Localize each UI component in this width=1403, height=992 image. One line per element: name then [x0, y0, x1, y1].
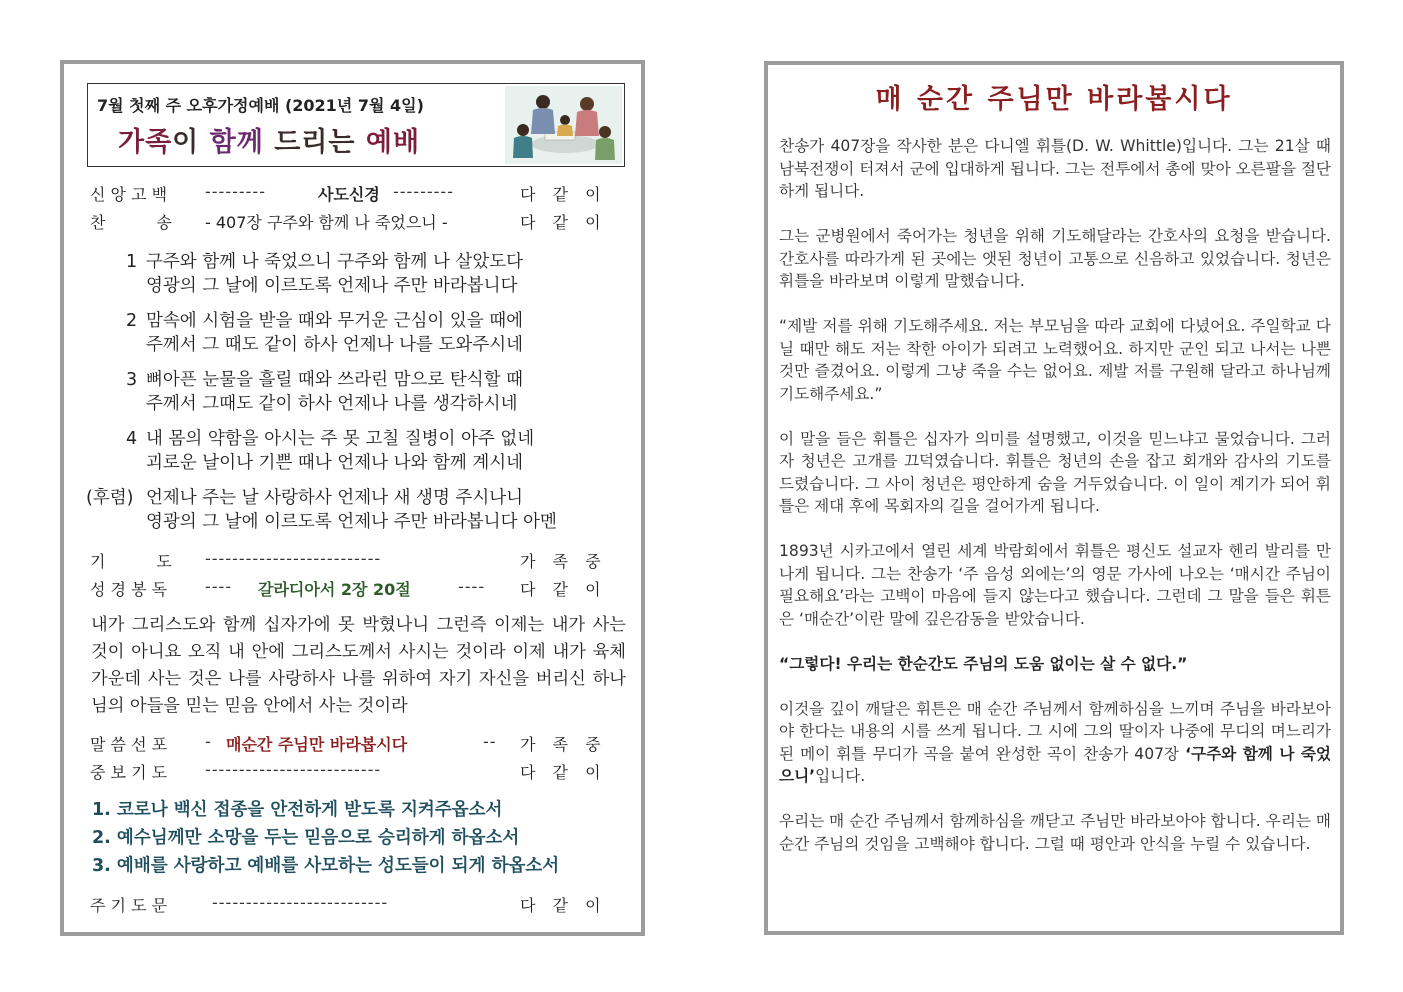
- order-label: 중 보 기 도: [90, 763, 168, 782]
- order-row-lords-prayer: [90, 893, 618, 917]
- hymn-verse: [126, 427, 626, 475]
- order-label: 기 도: [90, 552, 172, 571]
- verse-number: 3: [126, 370, 138, 390]
- hymn-title-emphasis: ‘구주와 함께 나 죽었으니’: [779, 744, 1331, 785]
- hymn-verse: [126, 309, 626, 357]
- order-leader: 다 같 이: [520, 896, 601, 915]
- title-part: 드리는: [263, 127, 366, 158]
- verse-line: 주께서 그때도 같이 하사 언제나 나를 생각하시네: [146, 394, 518, 414]
- order-row-scripture-reading: [90, 577, 618, 601]
- worship-date-subtitle: 7월 첫째 주 오후가정예배 (2021년 7월 4일): [97, 96, 424, 115]
- sermon-paragraph: 1893년 시카고에서 열린 세계 박람회에서 휘틀은 평신도 설교자 헨리 발리를 만나게 됩니다. 그는 찬송가 ‘주 음성 외에는’의 영문 가사에 나오는 ‘매시간 주님이 필요해요’라는 고백이 마음에 들지 않는다고 했습니다. 그런데 그 말을 들은 휘튼은 ‘매순간’이란 말에 깊은감동을 받았습니다.: [779, 542, 1331, 628]
- order-item: - 407장 구주와 함께 나 죽었으니 -: [205, 213, 448, 232]
- sermon-paragraph: 찬송가 407장을 작사한 분은 다니엘 휘틀(D. W. Whittle)입니다. 그는 21살 때 남북전쟁이 터져서 군에 입대하게 됩니다. 그는 전투에서 총에 맞아 오른팔을 절단하게 됩니다.: [779, 137, 1331, 200]
- verse-line: 맘속에 시험을 받을 때와 무거운 근심이 있을 때에: [146, 311, 524, 331]
- hymn-chorus: [86, 486, 557, 534]
- verse-line: 영광의 그 날에 이르도록 언제나 주만 바라봅니다: [146, 276, 518, 296]
- dash-separator: --------------------------: [212, 893, 389, 912]
- sermon-body: [779, 135, 1331, 878]
- title-part: 가족: [118, 127, 173, 158]
- verse-line: 주께서 그 때도 같이 하사 언제나 나를 도와주시네: [146, 335, 524, 355]
- order-row-creed: [90, 182, 618, 206]
- verse-number: 2: [126, 311, 138, 331]
- chorus-line: 영광의 그 날에 이르도록 언제나 주만 바라봅니다 아멘: [146, 512, 557, 532]
- dash-separator: ----: [205, 577, 233, 596]
- title-part: 함께: [209, 127, 264, 158]
- sermon-paragraph: 이 말을 들은 휘틀은 십자가 의미를 설명했고, 이것을 믿느냐고 물었습니다. 그러자 청년은 고개를 끄덕였습니다. 휘틀은 청년의 손을 잡고 회개와 감사의 기도를 드렸습니다. 그 사이 청년은 평안하게 숨을 거두었습니다. 이 일이 계기가 되어 휘틀은 제대 후에 목회자의 길을 걸어가게 됩니다.: [779, 429, 1331, 515]
- order-leader: 가 족 중: [520, 735, 601, 754]
- family-illustration: [505, 86, 622, 164]
- order-item: 사도신경: [318, 185, 380, 204]
- verse-line: 괴로운 날이나 기쁜 때나 언제나 나와 함께 계시네: [146, 453, 524, 473]
- order-row-intercession: [90, 760, 618, 784]
- order-label: 신 앙 고 백: [90, 185, 168, 204]
- order-label: 말 씀 선 포: [90, 735, 168, 754]
- dash-separator: ---------: [393, 182, 454, 201]
- title-part: 이: [172, 127, 210, 158]
- verse-number: 4: [126, 429, 138, 449]
- order-label: 성 경 봉 독: [90, 580, 168, 599]
- paragraph-text: 입니다.: [815, 767, 866, 785]
- sermon-paragraph: [779, 698, 1331, 788]
- dash-separator: --------------------------: [205, 549, 382, 568]
- dash-separator: -: [205, 732, 212, 751]
- hymn-verse: [126, 250, 626, 298]
- verse-line: 뼈아픈 눈물을 흘릴 때와 쓰라린 맘으로 탄식할 때: [146, 370, 524, 390]
- prayer-item: 1. 코로나 백신 접종을 안전하게 받도록 지켜주옵소서: [92, 800, 503, 820]
- sermon-panel: [764, 61, 1344, 935]
- order-row-sermon: [90, 732, 618, 756]
- order-leader: 다 같 이: [520, 213, 601, 232]
- sermon-paragraph: “제발 저를 위해 기도해주세요. 저는 부모님을 따라 교회에 다녔어요. 주일학교 다닐 때만 해도 저는 착한 아이가 되려고 노력했어요. 하지만 군인 되고 나서는 나쁜 것만 즐겼어요. 이렇게 그냥 죽을 수는 없어요. 제발 저를 구원해 달라고 하나님께 기도해주세요.”: [779, 317, 1331, 403]
- worship-order-panel: [60, 60, 645, 936]
- order-leader: 가 족 중: [520, 552, 601, 571]
- dash-separator: --------------------------: [205, 760, 382, 779]
- sermon-title: 매 순간 주님만 바라봅시다: [875, 84, 1233, 115]
- order-leader: 다 같 이: [520, 580, 601, 599]
- scripture-text: 내가 그리스도와 함께 십자가에 못 박혔나니 그런즉 이제는 내가 사는 것이 아니요 오직 내 안에 그리스도께서 사시는 것이라 이제 내가 육체 가운데 사는 것은 나를 사랑하사 나를 위하여 자기 자신을 버리신 하나님의 아들을 믿는 믿음 안에서 사는 것이라: [91, 615, 626, 716]
- order-item: 갈라디아서 2장 20절: [258, 580, 411, 599]
- order-label: 찬 송: [90, 213, 172, 232]
- order-leader: 다 같 이: [520, 763, 601, 782]
- title-part: 예배: [365, 127, 421, 158]
- order-row-hymn: [90, 210, 618, 234]
- verse-line: 구주와 함께 나 죽었으니 구주와 함께 나 살았도다: [146, 252, 524, 272]
- order-label: 주 기 도 문: [90, 896, 168, 915]
- sermon-quote: “그렇다! 우리는 한순간도 주님의 도움 없이는 살 수 없다.”: [779, 654, 1188, 673]
- verse-line: 내 몸의 약함을 아시는 주 못 고칠 질병이 아주 없네: [146, 429, 535, 449]
- order-item: 매순간 주님만 바라봅시다: [226, 735, 408, 754]
- order-leader: 다 같 이: [520, 185, 601, 204]
- sermon-paragraph: 그는 군병원에서 죽어가는 청년을 위해 기도해달라는 간호사의 요청을 받습니다. 간호사를 따라가게 된 곳에는 앳된 청년이 고통으로 신음하고 있었습니다. 청년은 휘틀을 바라보며 이렇게 말했습니다.: [779, 227, 1331, 290]
- chorus-line: 언제나 주는 날 사랑하사 언제나 새 생명 주시나니: [146, 488, 524, 508]
- verse-number: 1: [126, 252, 138, 272]
- chorus-label: (후렴): [86, 488, 134, 508]
- prayer-item: 2. 예수님께만 소망을 두는 믿음으로 승리하게 하옵소서: [92, 828, 520, 848]
- paragraph-text: 이것을 깊이 깨달은 휘튼은 매 순간 주님께서 함께하심을 느끼며 주님을 바라보아야 한다는 내용의 시를 쓰게 됩니다. 그 시에 그의 딸이자 나중에 무디의 며느리가 된 메이 휘틀 무디가 곡을 붙여 완성한 곡이 찬송가 407장: [779, 699, 1331, 763]
- sermon-paragraph: 우리는 매 순간 주님께서 함께하심을 깨닫고 주님만 바라보아야 합니다. 우리는 매 순간 주님의 것임을 고백해야 합니다. 그럴 때 평안과 안식을 누릴 수 있습니다.: [779, 812, 1331, 853]
- prayer-item: 3. 예배를 사랑하고 예배를 사모하는 성도들이 되게 하옵소서: [92, 856, 560, 876]
- worship-header: [87, 83, 625, 167]
- dash-separator: ----: [458, 577, 486, 596]
- dash-separator: ---------: [205, 182, 266, 201]
- worship-title: [118, 120, 420, 159]
- dash-separator: --: [483, 732, 497, 751]
- order-row-prayer: [90, 549, 618, 573]
- hymn-verse: [126, 368, 626, 416]
